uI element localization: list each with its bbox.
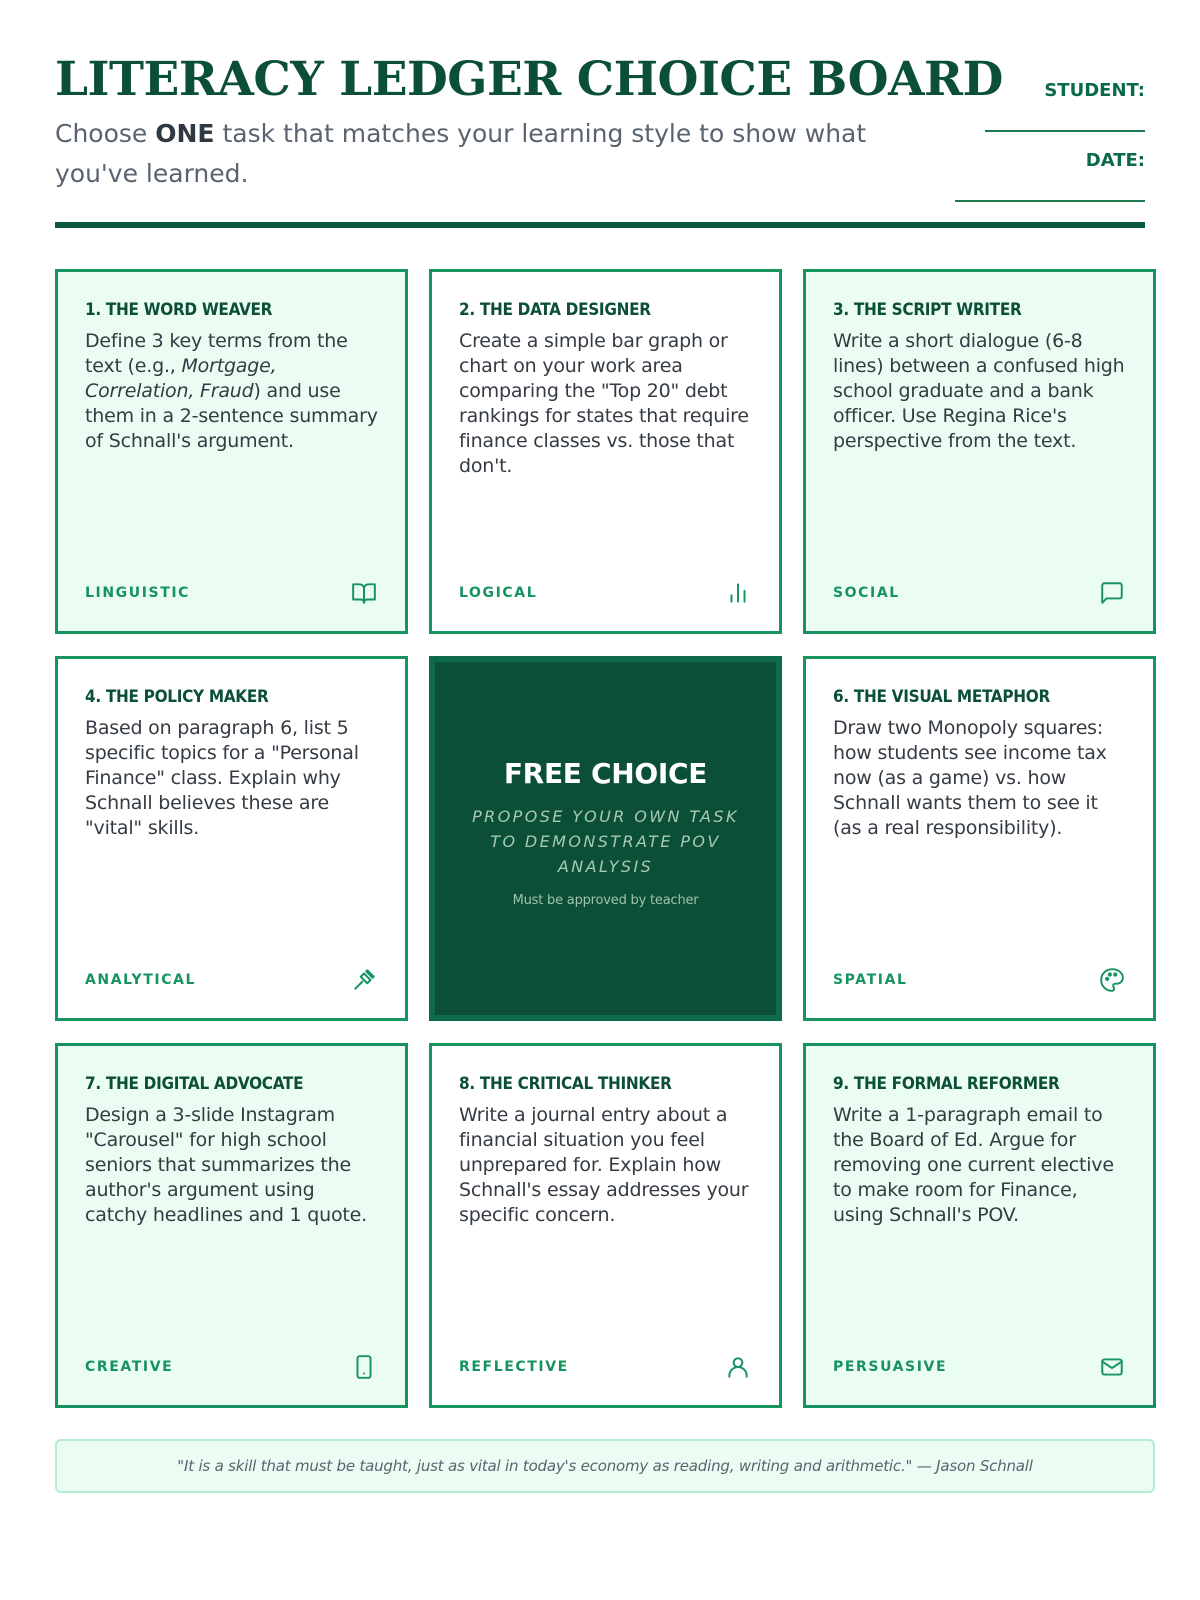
smartphone-icon bbox=[350, 1353, 378, 1381]
card-data-designer[interactable] bbox=[429, 269, 782, 634]
card-word-weaver[interactable] bbox=[55, 269, 408, 634]
card-critical-thinker[interactable] bbox=[429, 1043, 782, 1408]
free-choice-title: FREE CHOICE bbox=[503, 757, 708, 790]
subtitle-text-start: Choose bbox=[55, 119, 156, 148]
card-footer bbox=[85, 1353, 378, 1381]
free-choice-subtitle: PROPOSE YOUR OWN TASK TO DEMONSTRATE POV ANALYSIS bbox=[472, 807, 739, 876]
card-tag: PERSUASIVE bbox=[833, 1359, 948, 1375]
student-label: STUDENT: bbox=[1044, 80, 1145, 101]
card-title: 4. THE POLICY MAKER bbox=[85, 687, 269, 707]
card-tag: SPATIAL bbox=[833, 972, 908, 988]
card-description-start: Define 3 key terms from the text (e.g., bbox=[85, 330, 348, 377]
card-description: Create a simple bar graph or chart on your work area comparing the "Top 20" debt rankings for states that require finance classes vs. those that don't. bbox=[459, 330, 749, 477]
date-blank-line[interactable] bbox=[955, 182, 1145, 202]
card-script-writer[interactable] bbox=[803, 269, 1156, 634]
choice-grid bbox=[55, 269, 1155, 1408]
card-title: 2. THE DATA DESIGNER bbox=[459, 300, 651, 320]
chat-bubble-icon bbox=[1098, 579, 1126, 607]
book-icon bbox=[350, 579, 378, 607]
card-description-terms: Mortgage, Correlation, Fraud bbox=[85, 355, 277, 402]
palette-icon bbox=[1098, 966, 1126, 994]
card-footer bbox=[833, 966, 1126, 994]
card-description: Write a journal entry about a financial situation you feel unprepared for. Explain how Schnall's essay addresses your specific concern. bbox=[459, 1104, 749, 1226]
card-description bbox=[85, 329, 378, 454]
card-description: Based on paragraph 6, list 5 specific topics for a "Personal Finance" class. Explain why Schnall believes these are "vital" skills. bbox=[85, 717, 359, 839]
card-footer bbox=[459, 579, 752, 607]
card-visual-metaphor[interactable] bbox=[803, 656, 1156, 1021]
card-title: 8. THE CRITICAL THINKER bbox=[459, 1074, 672, 1094]
card-footer bbox=[85, 579, 378, 607]
date-label: DATE: bbox=[1085, 150, 1145, 171]
card-formal-reformer[interactable] bbox=[803, 1043, 1156, 1408]
free-choice-note: Must be approved by teacher bbox=[512, 893, 699, 908]
page-subtitle bbox=[55, 114, 915, 194]
student-blank-line[interactable] bbox=[985, 112, 1145, 132]
card-tag: ANALYTICAL bbox=[85, 972, 197, 988]
subtitle-emphasis: ONE bbox=[155, 119, 215, 148]
card-title: 6. THE VISUAL METAPHOR bbox=[833, 687, 1050, 707]
card-title: 3. THE SCRIPT WRITER bbox=[833, 300, 1022, 320]
card-title: 9. THE FORMAL REFORMER bbox=[833, 1074, 1060, 1094]
card-footer bbox=[833, 1353, 1126, 1381]
card-policy-maker[interactable] bbox=[55, 656, 408, 1021]
student-meta bbox=[945, 80, 1145, 220]
bar-chart-icon bbox=[724, 579, 752, 607]
user-icon bbox=[724, 1353, 752, 1381]
card-tag: CREATIVE bbox=[85, 1359, 174, 1375]
card-description: Write a 1-paragraph email to the Board of Ed. Argue for removing one current elective to make room for Finance, using Schnall's POV. bbox=[833, 1104, 1114, 1226]
mail-icon bbox=[1098, 1353, 1126, 1381]
card-tag: LINGUISTIC bbox=[85, 585, 191, 601]
gavel-icon bbox=[350, 966, 378, 994]
quote-banner: "It is a skill that must be taught, just as vital in today's economy as reading, writing and arithmetic." — Jason Schnall bbox=[55, 1439, 1155, 1493]
card-title: 7. THE DIGITAL ADVOCATE bbox=[85, 1074, 304, 1094]
header bbox=[55, 0, 1145, 228]
card-title: 1. THE WORD WEAVER bbox=[85, 300, 273, 320]
card-footer bbox=[85, 966, 378, 994]
card-description-end: ) and use them in a 2-sentence summary of Schnall's argument. bbox=[85, 380, 378, 452]
card-description: Write a short dialogue (6-8 lines) between a confused high school graduate and a bank officer. Use Regina Rice's perspective from the text. bbox=[833, 330, 1125, 452]
card-footer bbox=[459, 1353, 752, 1381]
card-digital-advocate[interactable] bbox=[55, 1043, 408, 1408]
card-description: Design a 3-slide Instagram "Carousel" for high school seniors that summarizes the author's argument using catchy headlines and 1 quote. bbox=[85, 1104, 367, 1226]
card-tag: SOCIAL bbox=[833, 585, 900, 601]
card-tag: REFLECTIVE bbox=[459, 1359, 569, 1375]
page-title: LITERACY LEDGER CHOICE BOARD bbox=[55, 52, 1003, 107]
card-footer bbox=[833, 579, 1126, 607]
subtitle-text-end: task that matches your learning style to show what you've learned. bbox=[55, 119, 867, 188]
card-description: Draw two Monopoly squares: how students see income tax now (as a game) vs. how Schnall wants them to see it (as a real responsibility). bbox=[833, 717, 1107, 839]
card-tag: LOGICAL bbox=[459, 585, 538, 601]
free-choice-card[interactable] bbox=[429, 656, 782, 1021]
